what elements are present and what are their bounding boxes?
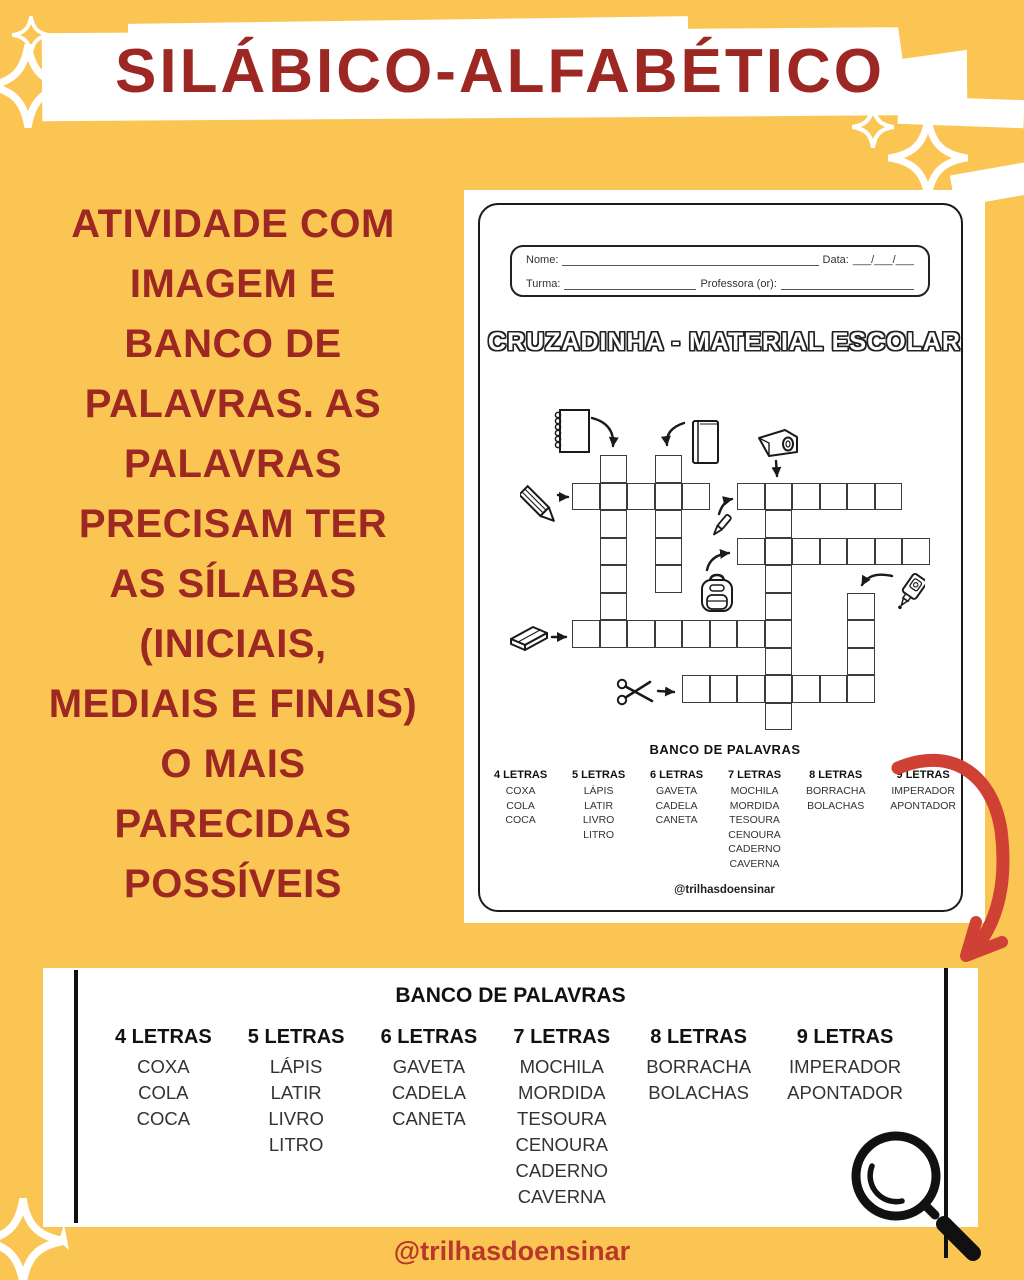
crossword-cell: [820, 483, 848, 511]
word-bank-word: MOCHILA: [519, 1056, 604, 1077]
word-bank-word: COCA: [505, 814, 536, 826]
crossword-cell: [682, 620, 710, 648]
crossword-cell: [765, 483, 793, 511]
word-bank-column: [572, 769, 625, 871]
intro-line: BANCO DE: [124, 322, 342, 366]
band-left-rule: [74, 970, 78, 1223]
worksheet-handle: @trilhasdoensinar: [674, 884, 775, 896]
professora-label: Professora (or):: [700, 278, 777, 290]
word-bank-column-header: 8 LETRAS: [809, 769, 863, 781]
red-callout-arrow: [880, 738, 1024, 978]
word-bank-word: CANETA: [655, 814, 698, 826]
band-word-bank-columns: [115, 1026, 903, 1210]
word-bank-word: LIVRO: [268, 1108, 324, 1129]
word-bank-column: [115, 1026, 212, 1210]
crossword-cell: [682, 483, 710, 511]
word-bank-word: CENOURA: [515, 1134, 608, 1155]
crossword-cell: [902, 538, 930, 566]
word-bank-column: [513, 1026, 610, 1210]
word-bank-word: CADERNO: [728, 843, 781, 855]
word-bank-word: COCA: [136, 1108, 191, 1129]
crossword-cell: [847, 593, 875, 621]
word-bank-word: LÁPIS: [269, 1056, 323, 1077]
crossword-cell: [655, 455, 683, 483]
crossword-cell: [572, 483, 600, 511]
crossword-cell: [875, 483, 903, 511]
word-bank-word: CADELA: [391, 1082, 466, 1103]
sharpener-icon: [757, 428, 799, 458]
intro-line: PALAVRAS: [123, 442, 343, 486]
book-icon: [688, 418, 722, 466]
word-bank-word: TESOURA: [517, 1108, 607, 1129]
crossword-cell: [627, 620, 655, 648]
crossword-cell: [765, 565, 793, 593]
word-bank-word: CAVERNA: [729, 857, 780, 870]
crossword-cell: [765, 593, 793, 621]
arrow-backpack: [707, 553, 729, 570]
arrow-book: [667, 423, 684, 445]
word-bank-word: CENOURA: [728, 828, 781, 841]
crossword-cell: [655, 620, 683, 648]
crossword-cell: [572, 620, 600, 648]
word-bank-column-header: 9 LETRAS: [896, 769, 950, 781]
crossword-cell: [655, 565, 683, 593]
crossword-cell: [627, 483, 655, 511]
crossword-cell: [655, 510, 683, 538]
word-bank-word: COLA: [506, 799, 535, 812]
crossword-cell: [875, 538, 903, 566]
turma-label: Turma:: [526, 278, 561, 290]
crossword-cell: [820, 538, 848, 566]
word-bank-word: COLA: [138, 1082, 189, 1103]
crossword-cell: [655, 483, 683, 511]
crossword-cell: [847, 483, 875, 511]
crossword-cell: [765, 510, 793, 538]
worksheet-title: CRUZADINHA - MATERIAL ESCOLAR: [488, 328, 961, 356]
word-bank-word: IMPERADOR: [891, 785, 955, 797]
word-bank-column: [381, 1026, 478, 1210]
word-bank-column-header: 5 LETRAS: [571, 769, 626, 781]
word-bank-word: TESOURA: [729, 814, 780, 826]
word-bank-column: [646, 1026, 751, 1210]
crossword-cell: [847, 675, 875, 703]
intro-line: PALAVRAS. AS: [84, 382, 382, 426]
word-bank-column: [494, 769, 547, 871]
intro-line: PARECIDAS: [114, 802, 352, 846]
word-bank-word: IMPERADOR: [789, 1056, 902, 1077]
word-bank-word: CADERNO: [515, 1160, 608, 1181]
intro-text: [8, 194, 458, 914]
crossword-cell: [792, 675, 820, 703]
word-bank-word: COXA: [137, 1056, 190, 1077]
crossword-cell: [765, 675, 793, 703]
data-label: Data:: [822, 254, 849, 266]
pen-icon: [708, 512, 734, 540]
eraser-icon: [508, 622, 550, 652]
intro-line: (INICIAIS,: [139, 622, 327, 666]
word-bank-word: APONTADOR: [787, 1082, 903, 1103]
word-bank-column-header: 6 LETRAS: [380, 1026, 478, 1048]
intro-line: O MAIS: [160, 742, 306, 786]
intro-line: POSSÍVEIS: [124, 862, 342, 906]
crossword-cell: [847, 648, 875, 676]
arrow-glue: [862, 575, 892, 585]
word-bank-word: LATIR: [270, 1082, 322, 1103]
crossword-cell: [600, 455, 628, 483]
glue-bottle-icon: [895, 572, 925, 614]
footer-handle: @trilhasdoensinar: [393, 1236, 631, 1266]
crossword-cell: [847, 538, 875, 566]
crossword-cell: [792, 483, 820, 511]
word-bank-word: GAVETA: [656, 785, 698, 797]
crossword-cell: [710, 675, 738, 703]
word-bank-column-header: 4 LETRAS: [494, 769, 548, 781]
backpack-icon: [698, 572, 736, 614]
arrow-scissors: [658, 691, 674, 692]
arrow-notebook: [592, 418, 613, 446]
word-bank-column-header: 5 LETRAS: [247, 1026, 345, 1048]
word-bank-word: BOLACHAS: [807, 799, 865, 812]
intro-line: MEDIAIS E FINAIS): [48, 682, 418, 726]
word-bank-word: LITRO: [268, 1134, 324, 1155]
scissors-icon: [616, 675, 656, 709]
date-blank-line: ___/___/___: [852, 254, 914, 266]
word-bank-word: MORDIDA: [729, 799, 780, 812]
crossword-cell: [737, 483, 765, 511]
crossword-cell: [765, 538, 793, 566]
word-bank-word: LIVRO: [582, 814, 615, 826]
notebook-icon: [551, 408, 591, 454]
word-bank-column: [248, 1026, 345, 1210]
crossword-cell: [737, 675, 765, 703]
pencil-icon: [520, 483, 558, 529]
word-bank-word: APONTADOR: [890, 799, 956, 812]
crossword-cell: [655, 538, 683, 566]
word-bank-word: BORRACHA: [805, 785, 866, 797]
arrow-pencil: [558, 495, 568, 497]
word-bank-column-header: 4 LETRAS: [115, 1026, 212, 1048]
crossword-cell: [600, 483, 628, 511]
crossword-cell: [737, 538, 765, 566]
word-bank-word: BORRACHA: [646, 1056, 752, 1077]
nome-label: Nome:: [526, 254, 559, 266]
page-title: SILÁBICO-ALFABÉTICO: [115, 37, 885, 106]
word-bank-word: MORDIDA: [518, 1082, 606, 1103]
word-bank-word: CANETA: [392, 1108, 466, 1129]
crossword-cell: [820, 675, 848, 703]
word-bank-column-header: 7 LETRAS: [513, 1026, 611, 1048]
intro-line: PRECISAM TER: [78, 502, 388, 546]
crossword-cell: [765, 703, 793, 731]
crossword-cell: [682, 675, 710, 703]
word-bank-word: CAVERNA: [517, 1186, 606, 1207]
word-bank-column-header: 6 LETRAS: [649, 769, 704, 781]
intro-line: ATIVIDADE COM: [71, 202, 395, 246]
word-bank-title: BANCO DE PALAVRAS: [649, 742, 801, 757]
crossword-cell: [600, 510, 628, 538]
word-bank-word: CADELA: [655, 799, 698, 812]
crossword-cell: [600, 593, 628, 621]
crossword-cell: [847, 620, 875, 648]
crossword-cell: [600, 620, 628, 648]
word-bank-word: MOCHILA: [730, 785, 779, 797]
word-bank-title: BANCO DE PALAVRAS: [395, 984, 626, 1007]
intro-line: IMAGEM E: [129, 262, 337, 306]
crossword-cell: [600, 538, 628, 566]
word-bank-word: LITRO: [583, 828, 615, 841]
word-bank-column-header: 9 LETRAS: [796, 1026, 894, 1048]
crossword-cell: [737, 620, 765, 648]
word-bank-word: GAVETA: [392, 1056, 466, 1077]
word-bank-word: LÁPIS: [583, 785, 614, 797]
word-bank-column: [728, 769, 781, 871]
word-bank-word: BOLACHAS: [648, 1082, 749, 1103]
word-bank-column-header: 7 LETRAS: [727, 769, 782, 781]
word-bank-column-header: 8 LETRAS: [650, 1026, 747, 1048]
crossword-cell: [792, 538, 820, 566]
crossword-cell: [765, 648, 793, 676]
word-bank-word: COXA: [505, 785, 536, 797]
arrow-sharpener: [776, 461, 777, 476]
intro-line: AS SÍLABAS: [109, 562, 357, 606]
crossword-cell: [765, 620, 793, 648]
crossword-cell: [600, 565, 628, 593]
crossword-cell: [710, 620, 738, 648]
word-bank-column: [806, 769, 866, 871]
word-bank-column: [650, 769, 703, 871]
word-bank-word: LATIR: [584, 799, 614, 812]
